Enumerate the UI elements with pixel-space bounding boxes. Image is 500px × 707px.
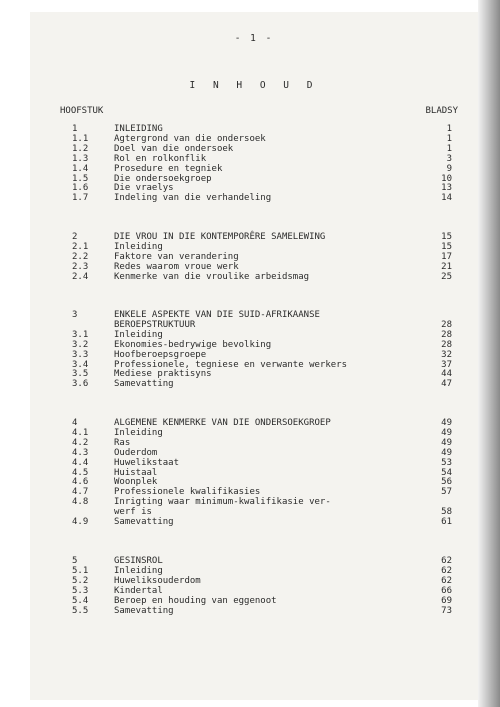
toc-entry-title: Professionele kwalifikasies [114, 487, 261, 498]
toc-entry [30, 341, 478, 350]
toc-entry-number: 5.3 [72, 585, 89, 596]
toc-entry [30, 331, 478, 340]
page-title: I N H O U D [189, 80, 319, 91]
scan-margin-left [0, 0, 30, 707]
toc-entry [30, 429, 478, 438]
toc-entry [30, 184, 478, 193]
toc-entry [30, 165, 478, 174]
toc-entry-page: 28 [441, 339, 452, 350]
toc-entry-title: Samevatting [114, 605, 174, 616]
toc-entry-title: ENKELE ASPEKTE VAN DIE SUID-AFRIKAANSE [114, 310, 320, 320]
toc-entry-title: Die vraelys [114, 183, 174, 194]
page-column-header: BLADSY [425, 106, 458, 116]
toc-entry-page: 62 [441, 556, 452, 566]
toc-entry-number: 4.4 [72, 457, 89, 468]
toc-entry [30, 194, 478, 203]
page-number: - 1 - [234, 33, 274, 44]
toc-entry-page: 15 [441, 232, 452, 242]
toc-entry-page: 62 [441, 565, 452, 576]
toc-entry [30, 508, 478, 517]
toc-entry-number: 3.1 [72, 329, 89, 340]
toc-entry-page: 17 [441, 251, 452, 262]
toc-entry [30, 419, 478, 428]
toc-entry-page: 49 [441, 447, 452, 458]
toc-entry-title: Inleiding [114, 329, 163, 340]
toc-entry [30, 233, 478, 242]
toc-entry-page: 13 [441, 183, 452, 194]
toc-entry [30, 587, 478, 596]
toc-entry-title: werf is [114, 507, 152, 518]
toc-entry-number: 4.9 [72, 517, 89, 527]
toc-entry-page: 28 [441, 329, 452, 340]
toc-entry-page: 1 [446, 133, 452, 144]
toc-entry-page: 21 [441, 261, 452, 272]
chapter-column-header: HOOFSTUK [60, 106, 104, 116]
toc-entry-number: 1.2 [72, 143, 89, 154]
toc-entry-page: 49 [441, 418, 452, 428]
toc-entry-title: Huweliksouderdom [114, 575, 201, 586]
toc-entry-number: 3.3 [72, 349, 89, 360]
toc-entry [30, 243, 478, 252]
toc-entry [30, 498, 478, 507]
toc-entry [30, 263, 478, 272]
toc-entry-number: 4.3 [72, 447, 89, 458]
toc-entry-number: 1.1 [72, 133, 89, 144]
toc-entry-title: Mediese praktisyns [114, 369, 212, 380]
toc-entry-title: Ras [114, 437, 131, 448]
toc-entry-page: 25 [441, 271, 452, 282]
toc-entry-title: Ouderdom [114, 447, 158, 458]
toc-entry-page: 1 [446, 124, 452, 134]
toc-entry-page: 66 [441, 585, 452, 596]
toc-entry [30, 567, 478, 576]
toc-entry-number: 4.2 [72, 437, 89, 448]
toc-entry-title: Woonplek [114, 477, 158, 488]
toc-entry-number: 4 [72, 418, 78, 428]
toc-entry-title: Redes waarom vroue werk [114, 261, 239, 272]
toc-entry-number: 1.3 [72, 153, 89, 164]
toc-entry-number: 1.6 [72, 183, 89, 194]
toc-entry-title: Indeling van die verhandeling [114, 193, 272, 204]
toc-entry-page: 61 [441, 517, 452, 527]
toc-entry-page: 32 [441, 349, 452, 360]
toc-entry-title: Ekonomies-bedrywige bevolking [114, 339, 272, 350]
toc-entry [30, 577, 478, 586]
toc-entry-number: 2.4 [72, 271, 89, 282]
toc-entry-number: 3.5 [72, 369, 89, 380]
toc-entry-number: 3.6 [72, 379, 89, 390]
toc-entry-number: 2 [72, 232, 78, 242]
toc-entry-number: 3 [72, 310, 78, 320]
toc-entry-title: Hoofberoepsgroepe [114, 349, 207, 360]
toc-entry-number: 4.6 [72, 477, 89, 488]
toc-entry-title: Faktore van verandering [114, 251, 239, 262]
toc-entry [30, 311, 478, 320]
toc-entry-title: Huistaal [114, 467, 158, 478]
toc-entry-number: 5.4 [72, 595, 89, 606]
toc-entry-title: Kenmerke van die vroulike arbeidsmag [114, 271, 310, 282]
toc-entry-number: 4.1 [72, 427, 89, 438]
toc-entry-title: Inleiding [114, 241, 163, 252]
toc-entry-page: 9 [446, 163, 452, 174]
toc-entry-title: Samevatting [114, 379, 174, 390]
toc-entry-number: 3.4 [72, 359, 89, 370]
toc-entry-page: 54 [441, 467, 452, 478]
toc-entry-title: Inleiding [114, 427, 163, 438]
document-page [30, 12, 478, 700]
toc-entry-title: Huwelikstaat [114, 457, 180, 468]
toc-entry-page: 28 [441, 319, 452, 330]
toc-entry [30, 273, 478, 282]
toc-entry-number: 4.5 [72, 467, 89, 478]
toc-entry-title: DIE VROU IN DIE KONTEMPORÊRE SAMELEWING [114, 232, 326, 242]
toc-entry-page: 49 [441, 427, 452, 438]
toc-entry-number: 1.4 [72, 163, 89, 174]
toc-entry-page: 62 [441, 575, 452, 586]
toc-entry [30, 488, 478, 497]
toc-entry-number: 1 [72, 124, 78, 134]
toc-entry [30, 518, 478, 527]
toc-entry-title: BEROEPSTRUKTUUR [114, 319, 196, 330]
toc-entry-number: 5.5 [72, 605, 89, 616]
toc-entry-title: Kindertal [114, 585, 163, 596]
toc-entry-title: Die ondersoekgroep [114, 173, 212, 184]
toc-entry [30, 155, 478, 164]
toc-entry [30, 439, 478, 448]
toc-entry-page: 15 [441, 241, 452, 252]
toc-entry-number: 1.7 [72, 193, 89, 204]
toc-entry [30, 135, 478, 144]
toc-entry-title: Beroep en houding van eggenoot [114, 595, 277, 606]
toc-entry-title: INLEIDING [114, 124, 163, 134]
toc-entry-page: 56 [441, 477, 452, 488]
toc-entry [30, 459, 478, 468]
toc-entry [30, 597, 478, 606]
toc-entry-number: 2.1 [72, 241, 89, 252]
toc-entry-title: Rol en rolkonflik [114, 153, 207, 164]
toc-entry-number: 5.2 [72, 575, 89, 586]
toc-entry [30, 361, 478, 370]
toc-entry-page: 10 [441, 173, 452, 184]
toc-entry [30, 145, 478, 154]
toc-entry-number: 2.2 [72, 251, 89, 262]
toc-entry [30, 321, 478, 330]
toc-entry-title: GESINSROL [114, 556, 163, 566]
toc-entry-number: 1.5 [72, 173, 89, 184]
toc-entry-title: Inrigting waar minimum-kwalifikasie ver- [114, 497, 331, 508]
toc-entry-page: 47 [441, 379, 452, 390]
toc-entry-page: 69 [441, 595, 452, 606]
toc-entry-title: Samevatting [114, 517, 174, 527]
toc-entry-number: 5 [72, 556, 78, 566]
toc-entry [30, 469, 478, 478]
toc-entry [30, 370, 478, 379]
toc-entry-number: 5.1 [72, 565, 89, 576]
toc-entry-title: Doel van die ondersoek [114, 143, 234, 154]
toc-entry-page: 49 [441, 437, 452, 448]
toc-entry [30, 380, 478, 389]
toc-entry-number: 2.3 [72, 261, 89, 272]
toc-entry-title: Prosedure en tegniek [114, 163, 223, 174]
toc-entry-number: 3.2 [72, 339, 89, 350]
scan-shadow-right [478, 0, 500, 707]
toc-entry-page: 14 [441, 193, 452, 204]
toc-entry [30, 478, 478, 487]
toc-entry [30, 253, 478, 262]
toc-entry-page: 37 [441, 359, 452, 370]
toc-entry [30, 557, 478, 566]
toc-entry-page: 44 [441, 369, 452, 380]
toc-entry-title: ALGEMENE KENMERKE VAN DIE ONDERSOEKGROEP [114, 418, 331, 428]
toc-entry [30, 449, 478, 458]
toc-entry [30, 351, 478, 360]
toc-entry-number: 4.7 [72, 487, 89, 498]
toc-entry-page: 73 [441, 605, 452, 616]
toc-entry-page: 53 [441, 457, 452, 468]
toc-entry-page: 1 [446, 143, 452, 154]
toc-entry-title: Agtergrond van die ondersoek [114, 133, 266, 144]
toc-entry-page: 58 [441, 507, 452, 518]
toc-entry [30, 175, 478, 184]
toc-entry [30, 607, 478, 616]
toc-entry-number: 4.8 [72, 497, 89, 508]
toc-entry-page: 3 [446, 153, 452, 164]
toc-entry-title: Inleiding [114, 565, 163, 576]
toc-entry-page: 57 [441, 487, 452, 498]
toc-entry [30, 125, 478, 134]
toc-entry-title: Professionele, tegniese en verwante werkers [114, 359, 347, 370]
